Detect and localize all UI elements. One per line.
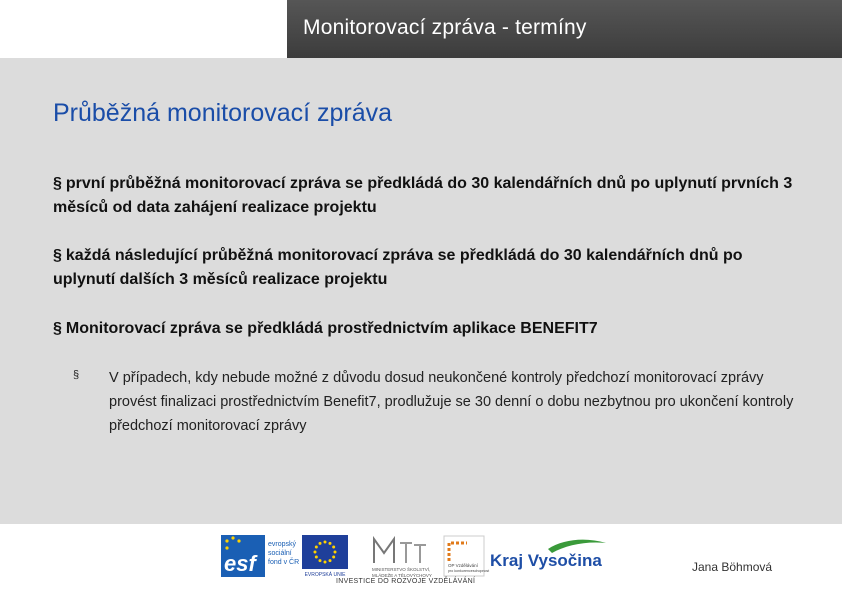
eu-star [315,556,318,559]
esf-line-3: fond v ČR [268,559,300,566]
subbullet-text: V případech, kdy nebude možné z důvodu dosud neukončené kontroly předchozí monitorovací zprávy provést finalizaci prostřednictvím Benefit7, prodlužuje se 30 denní o dobu nezbytnou pro ukončení kontroly předchozí monitorovací zprávy [109,370,794,434]
msmt-line-2: MLÁDEŽE A TĚLOVÝCHOVY [372,573,432,578]
op-line-2: pro konkurenceschopnost [448,569,490,573]
eu-star [319,542,322,545]
header-title: Monitorovací zpráva - termíny [303,16,587,39]
eu-star [332,556,335,559]
bullet-text-2: každá následující průběžná monitorovací zpráva se předkládá do 30 kalendářních dnů po uplynutí dalších 3 měsíců realizace projektu [53,247,743,288]
eu-star [332,546,335,549]
eu-star [324,561,327,564]
esf-logo [221,535,299,577]
esf-line-2: sociální [268,550,292,557]
eu-star [324,541,327,544]
bullet-mark: § [53,320,62,337]
bullet-text-1: první průběžná monitorovací zpráva se předkládá do 30 kalendářních dnů po uplynutí prvních 3 měsíců od data zahájení realizace projektu [53,175,793,216]
eu-star [314,551,317,554]
op-logo [443,535,490,577]
msmt-t-glyph [400,543,426,563]
eu-star [319,559,322,562]
eu-caption: EVROPSKÁ UNIE [304,572,346,578]
eu-flag-bg [302,535,348,569]
esf-mark: esf [224,551,256,576]
bullet-item-3 [53,317,793,341]
op-line-1: OP Vzdělávání [448,563,478,568]
eu-star [329,542,332,545]
subbullet-mark: § [73,369,80,381]
esf-line-1: evropský [268,541,297,548]
slide-title: Průběžná monitorovací zpráva [53,99,393,127]
kraj-text: Kraj Vysočina [490,551,602,570]
msmt-logo [370,533,432,579]
eu-flag-icon [302,535,348,577]
bullet-mark: § [53,175,62,192]
eu-star [329,559,332,562]
bullet-mark: § [53,247,62,264]
eu-star [334,551,337,554]
bullet-text-3: Monitorovací zpráva se předkládá prostřednictvím aplikace BENEFIT7 [65,320,598,337]
header-left-area [0,0,287,58]
bullet-item-1 [53,172,793,220]
bullet-item-2 [53,244,793,292]
footer-caption: INVESTICE DO ROZVOJE VZDĚLÁVÁNÍ [336,578,476,585]
kraj-vysocina-logo [488,535,608,575]
eu-star [315,546,318,549]
msmt-line-1: MINISTERSTVO ŠKOLSTVÍ, [372,567,431,572]
author-name: Jana Böhmová [692,560,773,574]
msmt-m-glyph [374,539,394,563]
